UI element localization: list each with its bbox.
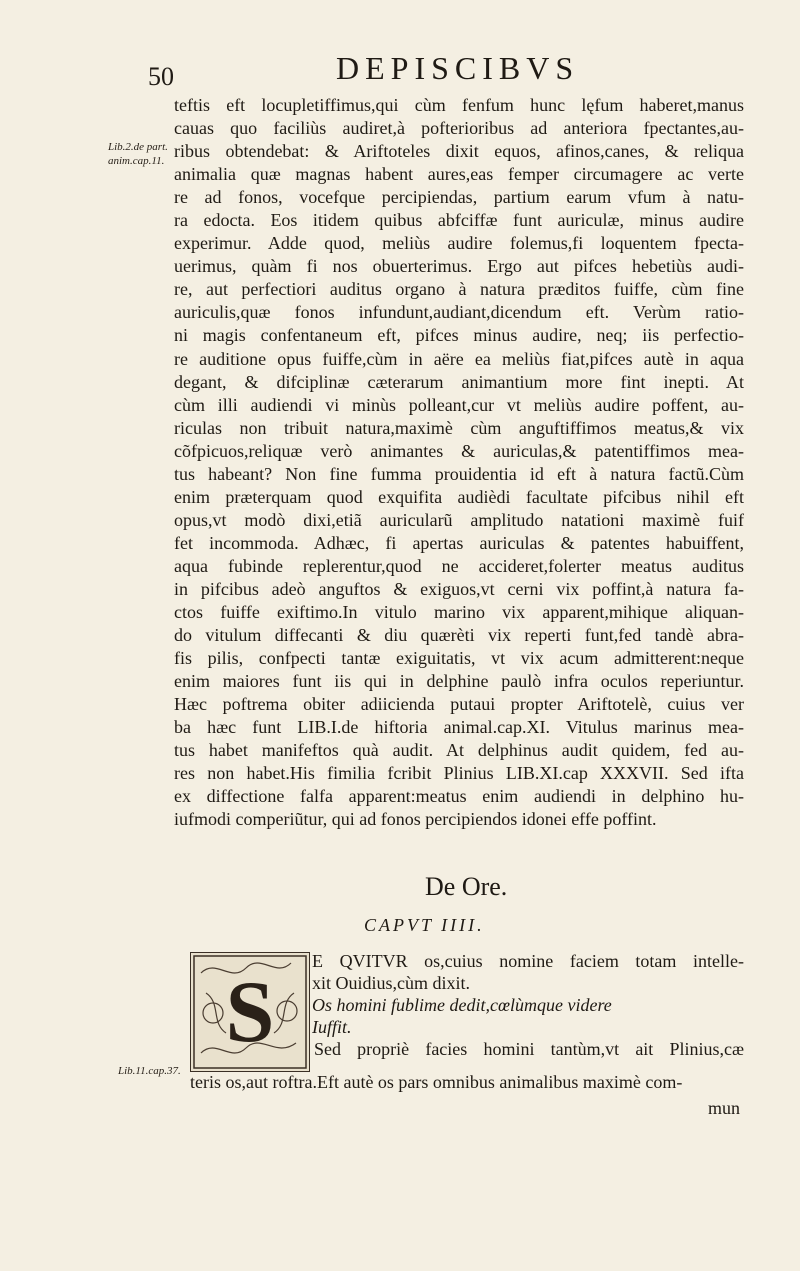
text-line: teris os,aut roftra.Eft autè os pars omnibus animalibus maximè com- — [190, 1072, 683, 1092]
text-line: auriculis,quæ fonos infundunt,audiant,dicendum eft. Verùm ratio- — [174, 302, 744, 323]
main-text-block — [174, 94, 744, 832]
text-line: opus,vt modò dixi,etiã auricularũ amplitudo natationi maximè fuif — [174, 509, 744, 530]
initial-letter: S — [225, 964, 275, 1061]
text-line: in pifcibus adeò anguftos & exiguos,vt cerni vix poffint,à natura fa- — [174, 578, 744, 599]
text-line: cauas quo faciliùs audiret,à pofterioribus ad anteriora fpectantes,au- — [174, 118, 744, 139]
text-line: teftis eft locupletiffimus,qui cùm fenfum hunc lęfum haberet,manus — [174, 95, 744, 115]
chapter-continuation — [190, 1070, 744, 1094]
text-line: degant, & difciplinæ cæterarum animantium more fint inepti. At — [174, 371, 744, 392]
decorated-initial-letter — [190, 952, 310, 1072]
text-line: cõfpicuos,reliquæ verò animantes & auriculas,& patentiffimos mea- — [174, 440, 744, 461]
text-line: re auditione opus fuiffe,cùm in aëre ea meliùs fiat,pifces autè in aqua — [174, 348, 744, 369]
text-line: uerimus, quàm fi nos obuerterimus. Ergo aut pifces hebetiùs audi- — [174, 256, 744, 277]
margin-note-line: Lib.11.cap.37. — [118, 1065, 181, 1077]
margin-note-2 — [118, 1064, 181, 1078]
text-line: ex diffectione falfa apparent:meatus enim audiendi in delphino hu- — [174, 786, 744, 807]
text-line: re ad fonos, vocefque percipiendas, partium earum vfum à natu- — [174, 187, 744, 208]
text-line: iufmodi comperiũtur, qui ad fonos percipiendos idonei effe poffint. — [174, 809, 657, 830]
text-line: enim præterquam quod exquifita audièdi facultate pifcibus nihil eft — [174, 486, 744, 507]
text-line: fis pilis, confpecti tantæ exiguitatis, vt vix acum admitterent:neque — [174, 648, 744, 669]
text-line: aqua fubinde replerentur,quod ne accideret,folerter meatus auditus — [174, 555, 744, 576]
chapter-opening-text — [312, 950, 744, 1060]
text-line: xit Ouidius,cùm dixit. — [312, 973, 471, 993]
ornament-initial-icon — [191, 953, 309, 1071]
text-line: Hæc poftrema obiter adiicienda putaui propter Ariftotelè, cuius ver — [174, 694, 744, 715]
text-line: re, aut perfectiori auditus organo à natura præditos fuiffe, cùm fine — [174, 279, 744, 300]
text-line: Sed propriè facies homini tantùm,vt ait Plinius,cæ — [314, 1039, 744, 1059]
text-line: do vitulum diffecanti & diu quærèti vix reperti funt,fed tandè abra- — [174, 625, 744, 646]
text-line: E QVITVR os,cuius nomine faciem totam intelle- — [312, 951, 744, 971]
text-line: experimur. Adde quod, meliùs audire folemus,fi loquentem fpecta- — [174, 233, 744, 254]
chapter-label: CAPVT IIII. — [364, 915, 485, 935]
text-line: fet incommoda. Adhæc, fi apertas auriculas & patentes habuiffent, — [174, 532, 744, 553]
text-line: tus habeant? Non fine fumma prouidentia id eft à natura factũ.Cùm — [174, 463, 744, 484]
text-line: ra edocta. Eos itidem quibus abfciffæ funt auriculæ, minus audire — [174, 210, 744, 231]
section-title: De Ore. — [425, 872, 508, 901]
margin-note-1 — [108, 140, 168, 168]
verse-line: Os homini fublime dedit,cœlùmque videre — [312, 995, 612, 1015]
text-line: tus habet manifeftos quà audit. At delphinus audit quidem, fed au- — [174, 740, 744, 761]
text-line: ctos fuiffe exiftimo.In vitulo marino vix apparent,mihique aliquan- — [174, 602, 744, 623]
text-line: enim maiores funt iis qui in delphine paulò infra oculos reperiuntur. — [174, 671, 744, 692]
text-line: res non habet.His fimilia fcribit Plinius LIB.XI.cap XXXVII. Sed ifta — [174, 763, 744, 784]
text-line: ribus obtendebat: & Ariftoteles dixit equos, afinos,canes, & reliqua — [174, 141, 744, 162]
running-head: DEPISCIBVS — [336, 50, 580, 86]
text-line: animalia quæ magnas habent aures,eas femper circumagere ac verte — [174, 164, 744, 185]
catchword: mun — [708, 1098, 741, 1118]
margin-note-line: Lib.2.de part. — [108, 141, 168, 153]
text-line: cùm illi audiendi vi minùs polleant,cur vt meliùs audire poffent, au- — [174, 394, 744, 415]
text-line: riculas non tribuit natura,maximè cùm anguftiffimos meatus,& vix — [174, 417, 744, 438]
page-number: 50 — [148, 62, 174, 91]
text-line: ba hæc funt LIB.I.de hiftoria animal.cap.XI. Vitulus marinus mea- — [174, 717, 744, 738]
verse-line: Iuffit. — [312, 1017, 352, 1037]
text-line: ni magis confentaneum eft, pifces minus audire, neq; iis perfectio- — [174, 325, 744, 346]
margin-note-line: anim.cap.11. — [108, 155, 165, 167]
